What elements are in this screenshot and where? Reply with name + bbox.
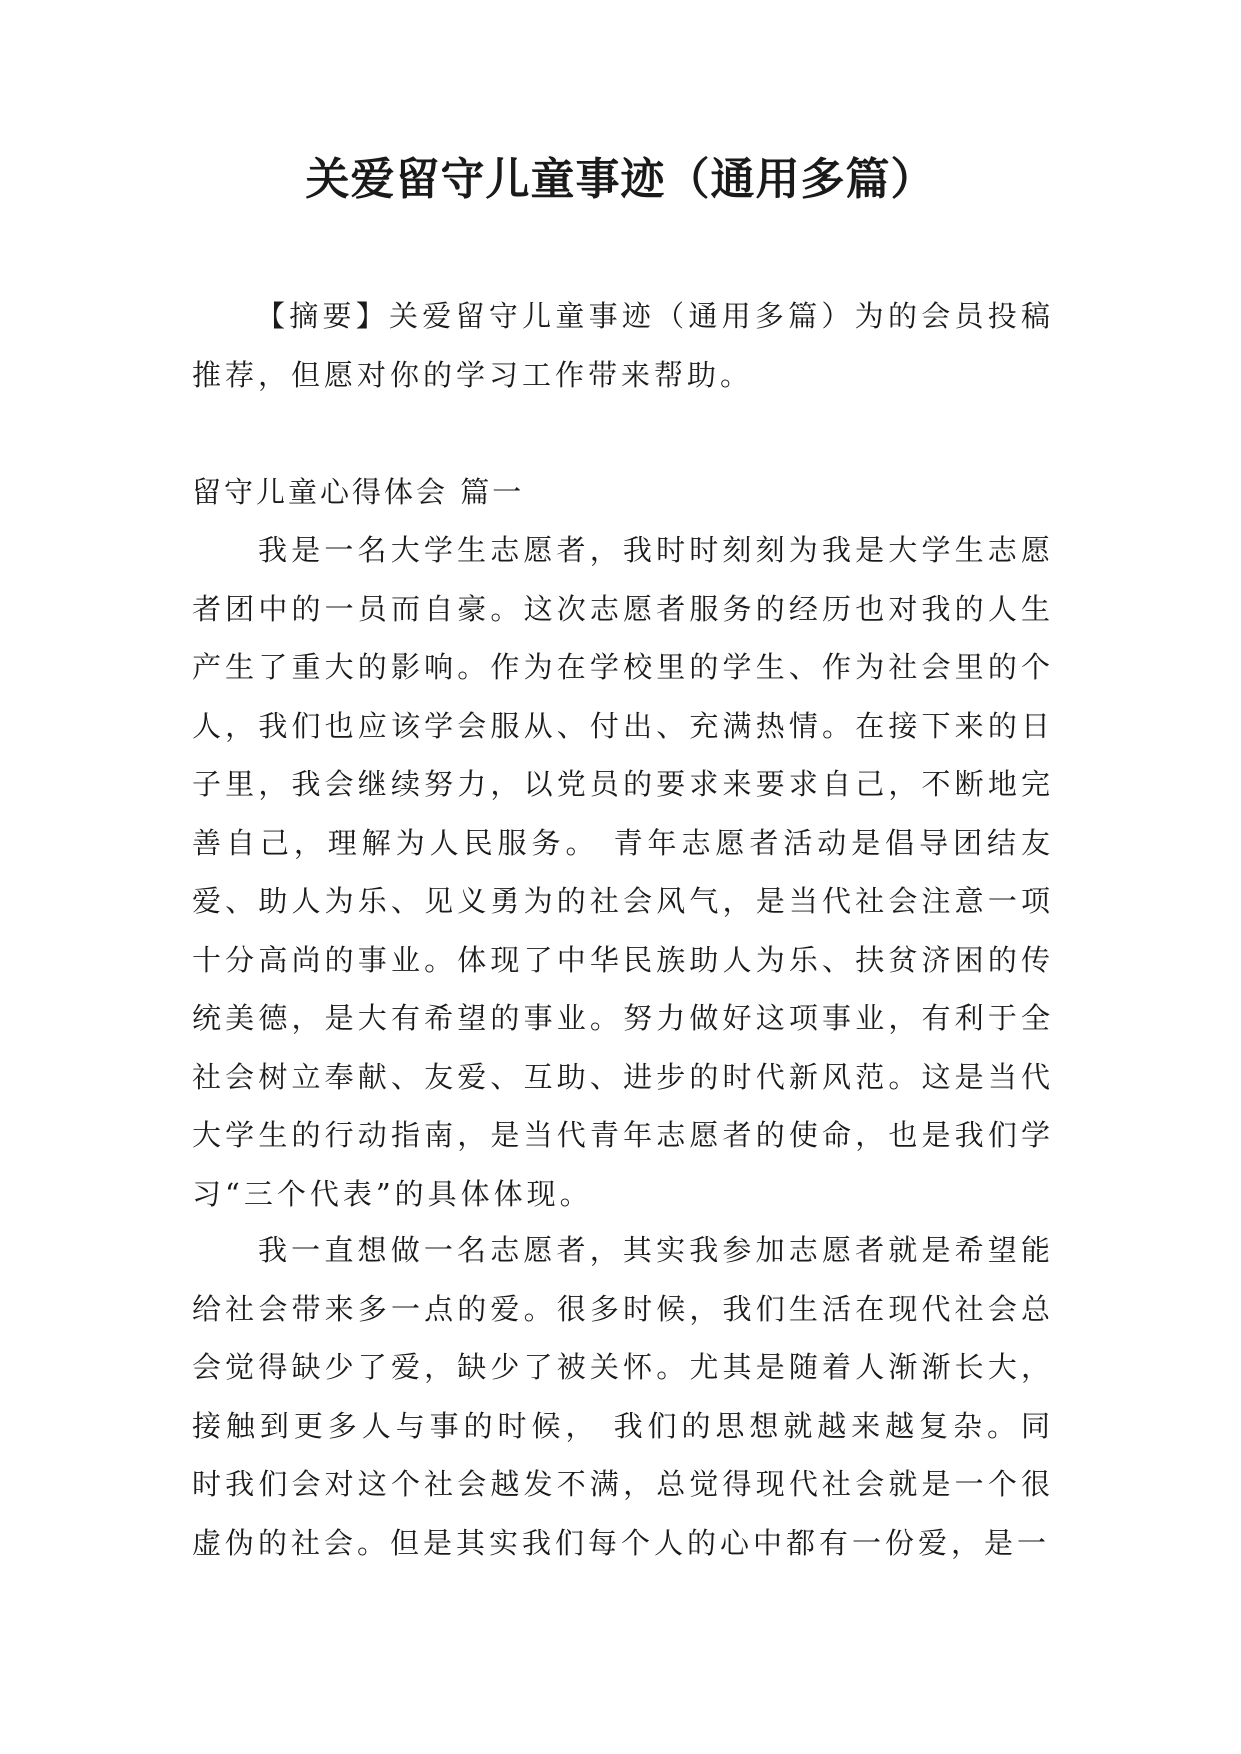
body-paragraph-1: 我是一名大学生志愿者，我时时刻刻为我是大学生志愿者团中的一员而自豪。这次志愿者服务的经历也对我的人生产生了重大的影响。作为在学校里的学生、作为社会里的个人，我们也应该学会服从、付出、充满热情。在接下来的日子里，我会继续努力，以党员的要求来要求自己，不断地完善自己，理解为人民服务。 青年志愿者活动是倡导团结友爱、助人为乐、见义勇为的社会风气，是当代社会注意一项十分高尚的事业。体现了中华民族助人为乐、扶贫济困的传统美德，是大有希望的事业。努力做好这项事业，有利于全社会树立奉献、友爱、互助、进步的时代新风范。这是当代大学生的行动指南，是当代青年志愿者的使命，也是我们学习“三个代表”的具体体现。 — [192, 533, 1054, 1211]
document-title: 关爱留守儿童事迹（通用多篇） — [305, 154, 936, 205]
abstract-paragraph: 【摘要】关爱留守儿童事迹（通用多篇）为的会员投稿推荐，但愿对你的学习工作带来帮助。 — [192, 299, 1054, 392]
section-heading: 留守儿童心得体会 篇一 — [192, 475, 525, 509]
body-paragraph-2: 我一直想做一名志愿者，其实我参加志愿者就是希望能给社会带来多一点的爱。很多时候，我们生活在现代社会总会觉得缺少了爱，缺少了被关怀。尤其是随着人渐渐长大，接触到更多人与事的时候， 我们的思想就越来越复杂。同时我们会对这个社会越发不满，总觉得现代社会就是一个很虚伪的社会。但是其实我们每个人的心中都有一份爱，是一 — [192, 1233, 1054, 1560]
